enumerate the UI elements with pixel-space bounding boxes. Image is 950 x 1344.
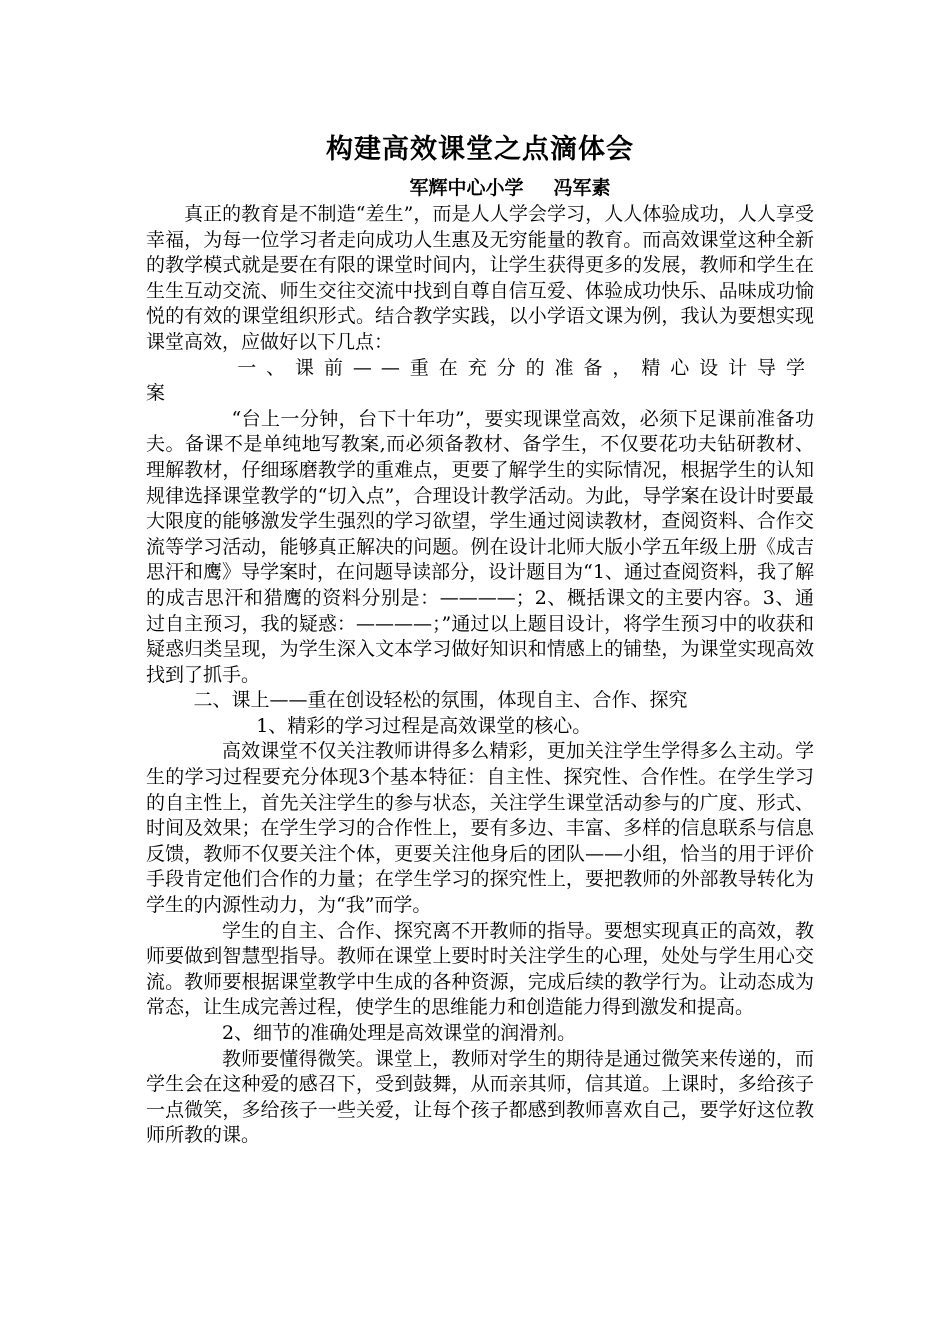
document-title: 构建高效课堂之点滴体会 (326, 134, 634, 165)
section-heading-2: 二、课上——重在创设轻松的氛围，体现自主、合作、探究 (193, 689, 688, 712)
subheading-1: 1、精彩的学习过程是高效课堂的核心。 (256, 714, 592, 737)
body-paragraph: 高效课堂不仅关注教师讲得多么精彩，更加关注学生学得多么主动。学生的学习过程要充分体现3个基本特征：自主性、探究性、合作性。在学生学习的自主性上，首先关注学生的参与状态，关注学生课堂活动参与的广度、形式、时间及效果；在学生学习的合作性上，要有多边、丰富、多样的信息联系与信息反馈，教师不仅要关注个体，更要关注他身后的团队——小组，恰当的用于评价手段肯定他们合作的力量；在学生学习的探究性上，要把教师的外部教导转化为学生的内源性动力，为“我”而学。 (146, 740, 814, 917)
author-line (146, 174, 814, 202)
section-heading-1: 一、课前——重在充分的准备，精心设计导学案 (146, 356, 814, 405)
body-paragraph: “台上一分钟，台下十年功”，要实现课堂高效，必须下足课前准备功夫。备课不是单纯地写教案,而必须备教材、备学生，不仅要花功夫钻研教材、理解教材，仔细琢磨教学的重难点，更要了解学生的实际情况，根据学生的认知规律选择课堂教学的“切入点”，合理设计教学活动。为此，导学案在设计时要最大限度的能够激发学生强烈的学习欲望，学生通过阅读教材，查阅资料、合作交流等学习活动，能够真正解决的问题。例在设计北师大版小学五年级上册《成吉思汗和鹰》导学案时，在问题导读部分，设计题目为“1、通过查阅资料，我了解的成吉思汗和猎鹰的资料分别是：————；2、概括课文的主要内容。3、通过自主预习，我的疑惑：————；”通过以上题目设计，将学生预习中的收获和疑惑归类呈现，为学生深入文本学习做好知识和情感上的铺垫，为课堂实现高效找到了抓手。 (146, 407, 814, 686)
intro-paragraph: 真正的教育是不制造“差生”，而是人人学会学习，人人体验成功，人人享受幸福，为每一位学习者走向成功人生惠及无穷能量的教育。而高效课堂这种全新的教学模式就是要在有限的课堂时间内，让学生获得更多的发展，教师和学生在生生互动交流、师生交往交流中找到自尊自信互爱、体验成功快乐、品味成功愉悦的有效的课堂组织形式。结合教学实践，以小学语文课为例，我认为要想实现课堂高效，应做好以下几点： (146, 203, 814, 353)
author-school: 军辉中心小学 (409, 177, 524, 199)
body-paragraph: 教师要懂得微笑。课堂上，教师对学生的期待是通过微笑来传递的，而学生会在这种爱的感召下，受到鼓舞，从而亲其师，信其道。上课时，多给孩子一点微笑，多给孩子一些关爱，让每个孩子都感到教师喜欢自己，要学好这位教师所教的课。 (146, 1047, 814, 1147)
subheading-2: 2、细节的准确处理是高效课堂的润滑剂。 (222, 1022, 577, 1044)
body-paragraph: 学生的自主、合作、探究离不开教师的指导。要想实现真正的高效，教师要做到智慧型指导。教师在课堂上要时时关注学生的心理，处处与学生用心交流。教师要根据课堂教学中生成的各种资源，完成后续的教学行为。让动态成为常态，让生成完善过程，使学生的思维能力和创造能力得到激发和提高。 (146, 919, 814, 1019)
author-name: 冯军素 (553, 177, 611, 199)
